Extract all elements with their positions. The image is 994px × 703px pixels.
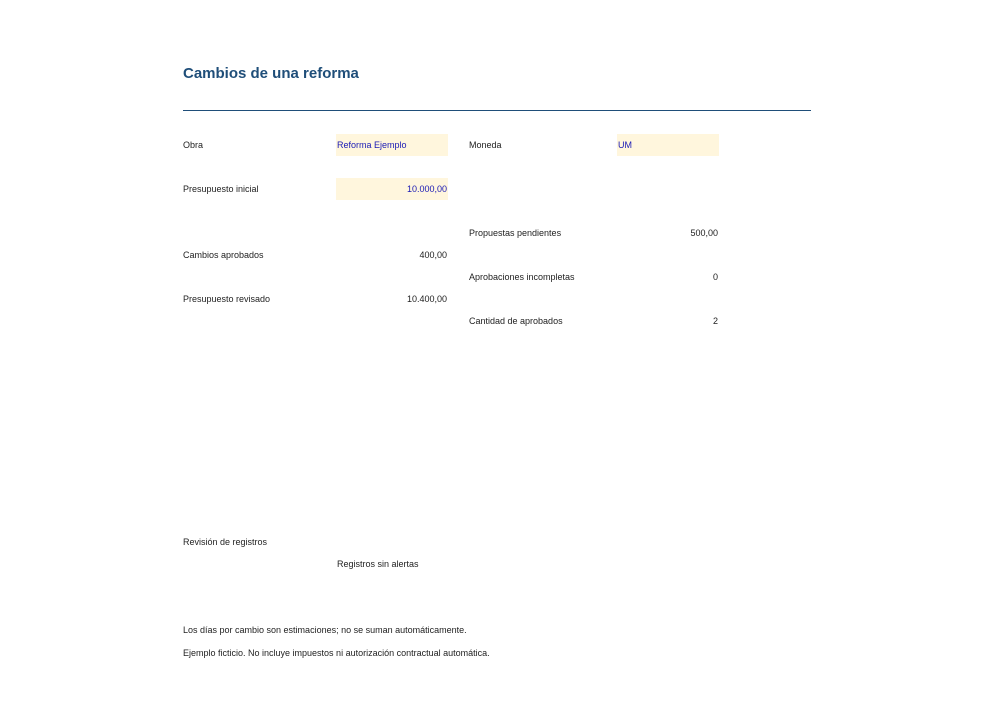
presupuesto-revisado-label: Presupuesto revisado <box>183 294 271 304</box>
note-line-2: Ejemplo ficticio. No incluye impuestos ni autorización contractual automática. <box>183 648 490 658</box>
presupuesto-inicial-label: Presupuesto inicial <box>183 184 259 194</box>
propuestas-pendientes-label: Propuestas pendientes <box>469 228 562 238</box>
presupuesto-revisado-value: 10.400,00 <box>406 294 447 304</box>
revision-registros-label: Revisión de registros <box>183 537 268 547</box>
cantidad-aprobados-value: 2 <box>712 316 718 326</box>
cambios-aprobados-label: Cambios aprobados <box>183 250 264 260</box>
obra-label: Obra <box>183 140 204 150</box>
title-divider <box>183 110 811 111</box>
cambios-aprobados-value: 400,00 <box>419 250 447 260</box>
aprobaciones-incompletas-value: 0 <box>712 272 718 282</box>
note-line-1: Los días por cambio son estimaciones; no se suman automáticamente. <box>183 625 467 635</box>
cantidad-aprobados-label: Cantidad de aprobados <box>469 316 563 326</box>
obra-input[interactable]: Reforma Ejemplo <box>336 134 448 156</box>
moneda-label: Moneda <box>469 140 502 150</box>
presupuesto-inicial-input[interactable]: 10.000,00 <box>336 178 448 200</box>
propuestas-pendientes-value: 500,00 <box>690 228 718 238</box>
page-title: Cambios de una reforma <box>183 65 359 82</box>
moneda-input[interactable]: UM <box>617 134 719 156</box>
aprobaciones-incompletas-label: Aprobaciones incompletas <box>469 272 575 282</box>
revision-status-text: Registros sin alertas <box>337 559 419 569</box>
